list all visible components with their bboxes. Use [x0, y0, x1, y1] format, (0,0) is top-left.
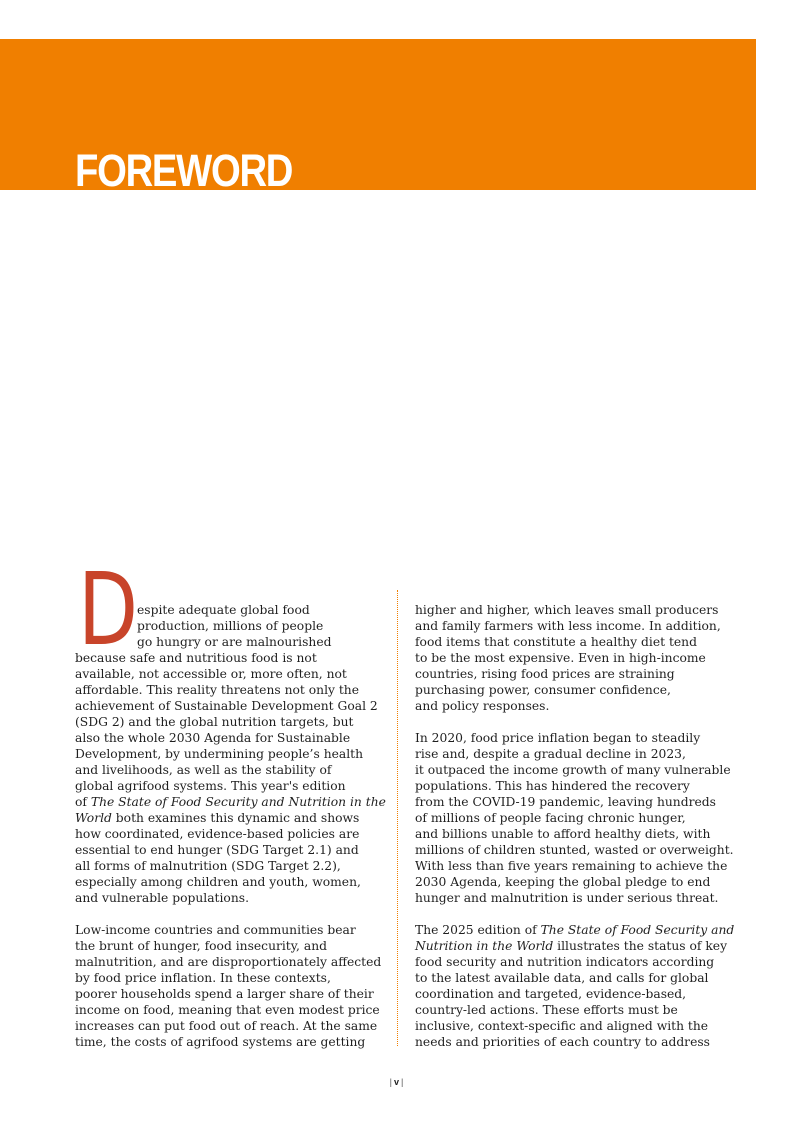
text-line: Development, by undermining people’s health	[75, 747, 364, 761]
text-line: income on food, meaning that even modest price	[75, 1003, 380, 1017]
text-line: espite adequate global food	[137, 603, 310, 617]
text-fragment: of	[75, 795, 91, 809]
page-title: FOREWORD	[75, 145, 293, 196]
text-line	[415, 922, 735, 938]
text-line: poorer households spend a larger share of their	[75, 987, 374, 1001]
text-line: inclusive, context-specific and aligned with the	[415, 1019, 709, 1033]
paragraph	[75, 922, 380, 1050]
publication-title: Nutrition in the World	[415, 939, 554, 953]
text-line: the brunt of hunger, food insecurity, and	[75, 939, 327, 953]
publication-title: The State of Food Security and Nutrition in the	[90, 795, 386, 809]
text-line: In 2020, food price inflation began to steadily	[415, 731, 701, 745]
text-line: and billions unable to afford healthy diets, with	[415, 827, 711, 841]
text-line: to the latest available data, and calls for global	[415, 971, 709, 985]
text-line: and policy responses.	[415, 699, 550, 713]
folio-bar: |	[401, 1077, 404, 1087]
paragraph-gap	[415, 714, 725, 730]
text-line: production, millions of people	[137, 619, 324, 633]
text-line: from the COVID-19 pandemic, leaving hundreds	[415, 795, 716, 809]
publication-title: World	[75, 811, 112, 825]
text-fragment: The 2025 edition of	[415, 923, 541, 937]
text-line: achievement of Sustainable Development Goal 2	[75, 699, 378, 713]
text-fragment: illustrates the status of key	[553, 939, 728, 953]
text-line: hunger and malnutrition is under serious threat.	[415, 891, 719, 905]
paragraph	[75, 602, 386, 906]
folio-bar: |	[389, 1077, 392, 1087]
text-line: because safe and nutritious food is not	[75, 651, 317, 665]
text-line: and livelihoods, as well as the stability of	[75, 763, 332, 777]
text-line: global agrifood systems. This year's edition	[75, 779, 346, 793]
text-line: countries, rising food prices are straining	[415, 667, 675, 681]
text-line: purchasing power, consumer confidence,	[415, 683, 671, 697]
text-line: it outpaced the income growth of many vulnerable	[415, 763, 731, 777]
text-line: especially among children and youth, women,	[75, 875, 361, 889]
page-folio	[0, 1077, 793, 1087]
publication-title: The State of Food Security and	[540, 923, 735, 937]
page-number: v	[393, 1077, 399, 1087]
text-line: essential to end hunger (SDG Target 2.1) and	[75, 843, 359, 857]
text-line: by food price inflation. In these contexts,	[75, 971, 331, 985]
text-line	[75, 794, 386, 810]
text-line: coordination and targeted, evidence-based,	[415, 987, 687, 1001]
text-line: food items that constitute a healthy diet tend	[415, 635, 697, 649]
text-line: available, not accessible or, more often, not	[75, 667, 347, 681]
text-line: affordable. This reality threatens not only the	[75, 683, 360, 697]
paragraph-gap	[415, 906, 725, 922]
drop-cap: D	[78, 551, 139, 668]
text-line: and family farmers with less income. In addition,	[415, 619, 721, 633]
text-column-left	[75, 602, 386, 1050]
text-line: also the whole 2030 Agenda for Sustainable	[75, 731, 351, 745]
text-column-right	[415, 602, 735, 1050]
text-line: millions of children stunted, wasted or overweight.	[415, 843, 734, 857]
text-line: how coordinated, evidence-based policies are	[75, 827, 360, 841]
text-line: rise and, despite a gradual decline in 2023,	[415, 747, 686, 761]
text-line: all forms of malnutrition (SDG Target 2.2),	[75, 859, 341, 873]
text-line: to be the most expensive. Even in high-income	[415, 651, 706, 665]
text-line: increases can put food out of reach. At the same	[75, 1019, 378, 1033]
text-line	[415, 938, 728, 954]
paragraph	[415, 922, 735, 1050]
text-line: time, the costs of agrifood systems are getting	[75, 1035, 366, 1049]
paragraph	[415, 730, 734, 906]
text-line: and vulnerable populations.	[75, 891, 249, 905]
text-line: populations. This has hindered the recovery	[415, 779, 690, 793]
text-line: malnutrition, and are disproportionately affected	[75, 955, 382, 969]
text-line: food security and nutrition indicators according	[415, 955, 715, 969]
text-line: of millions of people facing chronic hunger,	[415, 811, 686, 825]
text-line: country-led actions. These efforts must be	[415, 1003, 678, 1017]
text-line: Low-income countries and communities bear	[75, 923, 356, 937]
text-line: (SDG 2) and the global nutrition targets, but	[75, 715, 354, 729]
text-line: With less than five years remaining to achieve the	[415, 859, 728, 873]
text-line: higher and higher, which leaves small producers	[415, 603, 719, 617]
paragraph-gap	[75, 906, 380, 922]
text-line: go hungry or are malnourished	[137, 635, 332, 649]
paragraph	[415, 602, 725, 714]
text-fragment: both examines this dynamic and shows	[111, 811, 360, 825]
column-divider	[397, 590, 398, 1046]
text-line: needs and priorities of each country to address	[415, 1035, 710, 1049]
text-line	[75, 810, 380, 826]
text-line: 2030 Agenda, keeping the global pledge to end	[415, 875, 711, 889]
